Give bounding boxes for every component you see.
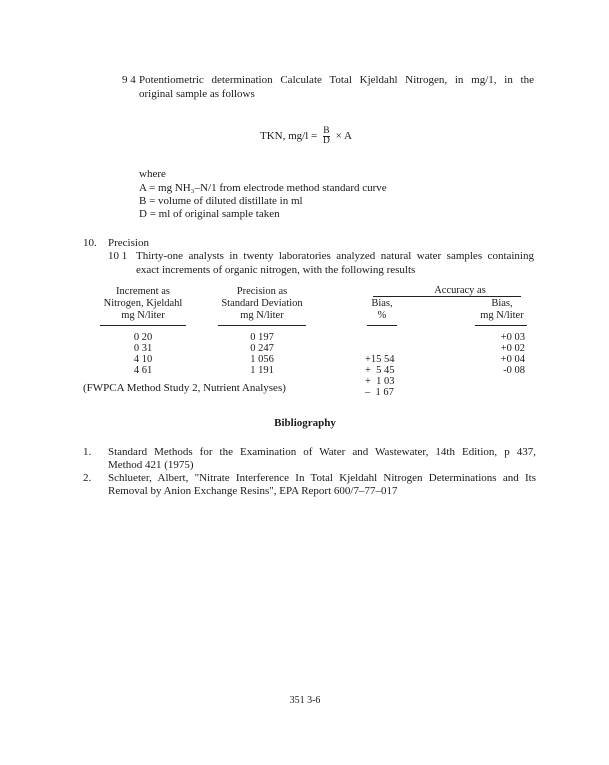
table-cell: – 1 67 [365,387,394,398]
paragraph-line: Potentiometric determination Calculate Total Kjeldahl Nitrogen, in mg/1, in the [139,74,534,86]
formula [260,126,352,146]
table-column [365,332,405,420]
denominator: D [322,135,330,146]
bibliography-title: Bibliography [274,417,336,429]
reference-number: 1. [83,446,92,458]
formula-lhs: TKN, mg/l = [260,130,318,142]
table-column [113,332,173,376]
table-cell: 0 31 [133,343,153,354]
definition: D = ml of original sample taken [139,208,280,220]
table-cell: +15 54 [365,354,395,365]
table-column [232,332,292,376]
formula-rhs: × A [335,130,352,142]
column-header: Bias, % [371,298,393,321]
section-number: 10 1 [108,250,128,262]
fraction [323,127,330,146]
table-cell: 4 61 [133,365,153,376]
header-rule [475,325,527,326]
definition: B = volume of diluted distillate in ml [139,195,303,207]
paragraph-line: original sample as follows [139,88,255,100]
header-rule [100,325,186,326]
reference-line: Standard Methods for the Examination of Water and Wastewater, 14th Edition, p 437, [108,446,536,458]
table-cell: 1 056 [250,354,274,365]
table-cell: + 5 45 [365,365,395,376]
table-cell: 0 247 [250,343,274,354]
page-number: 351 3-6 [289,695,321,706]
section-number: 9 4 [122,74,136,86]
definition: A = mg NH₃–N/1 from electrode method standard curve [139,182,387,194]
reference-line: Schlueter, Albert, "Nitrate Interference In Total Kjeldahl Nitrogen Determinations and Its [108,472,536,484]
table-cell: -0 08 [503,365,525,376]
column-header: Increment as Nitrogen, Kjeldahl mg N/liter [103,286,183,321]
table-cell: +0 03 [500,332,525,343]
header-rule [218,325,306,326]
table-cell: 0 197 [250,332,274,343]
group-header: Accuracy as [434,285,486,296]
table-column [480,332,525,376]
header-rule [367,325,397,326]
table-cell: +0 02 [500,343,525,354]
group-rule [373,296,521,297]
where-label: where [139,168,166,180]
column-header: Bias, mg N/liter [480,298,524,321]
table-cell: 1 191 [250,365,274,376]
reference-line: Method 421 (1975) [108,459,194,471]
table-cell: 0 20 [133,332,153,343]
table-cell: + 1 03 [365,376,395,387]
reference-number: 2. [83,472,92,484]
table-source: (FWPCA Method Study 2, Nutrient Analyses) [83,382,286,394]
paragraph-line: exact increments of organic nitrogen, with the following results [136,264,416,276]
reference-line: Removal by Anion Exchange Resins", EPA Report 600/7–77–017 [108,485,398,497]
table-cell: 4 10 [133,354,153,365]
column-header: Precision as Standard Deviation mg N/liter [221,286,303,321]
section-title: Precision [108,237,149,249]
paragraph-line: Thirty-one analysts in twenty laboratories analyzed natural water samples containing [136,250,534,262]
table-cell: +0 04 [500,354,525,365]
numerator: B [323,125,330,136]
section-number: 10. [83,237,97,249]
